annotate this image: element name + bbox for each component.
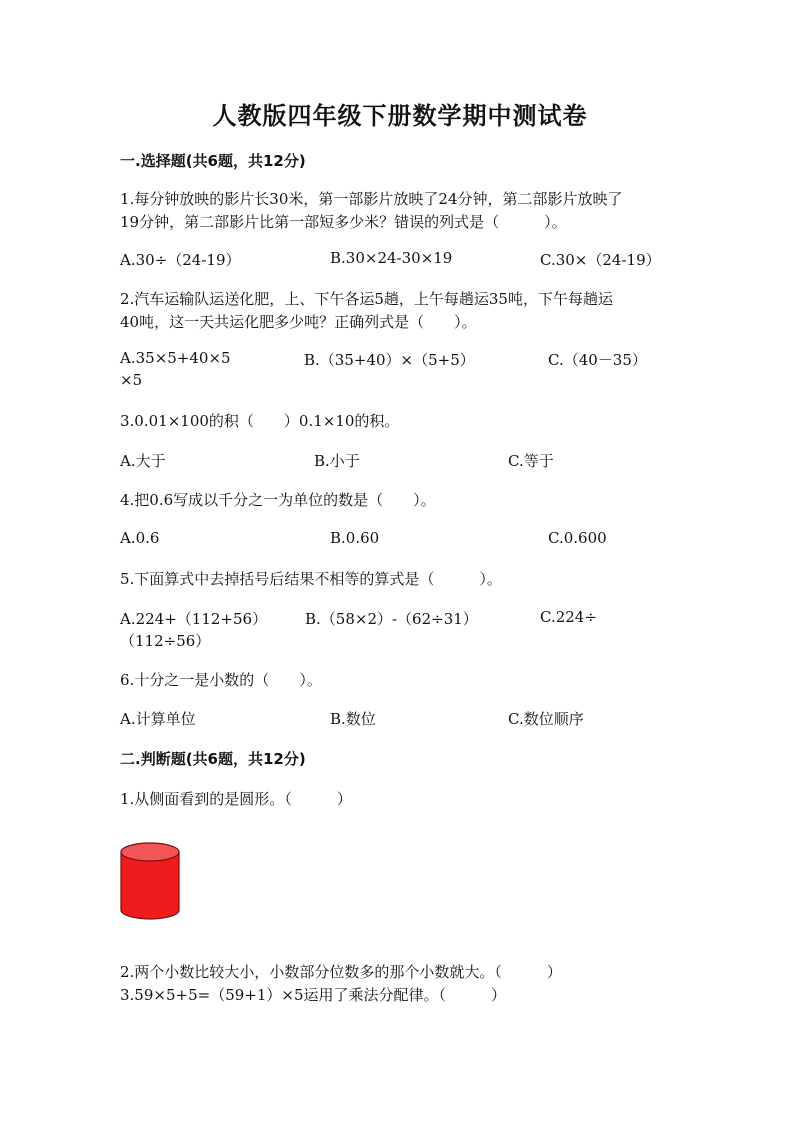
question-3-option-c: C.等于 [508, 452, 554, 470]
judgement-3: 3.59×5+5=（59+1）×5运用了乘法分配律。（ ） [120, 986, 507, 1004]
judgement-1: 1.从侧面看到的是圆形。（ ） [120, 790, 352, 808]
question-1-option-a: A.30÷（24-19） [120, 251, 241, 269]
question-6-option-a: A.计算单位 [120, 710, 196, 728]
question-1-line-1: 1.每分钟放映的影片长30米，第一部影片放映了24分钟，第二部影片放映了 [120, 190, 623, 208]
question-2-option-c-continued: ×5 [120, 371, 143, 389]
question-6-option-b: B.数位 [330, 710, 376, 728]
question-4-option-b: B.0.60 [330, 529, 380, 547]
question-3-option-b: B.小于 [314, 452, 360, 470]
question-2-line-2: 40吨，这一天共运化肥多少吨？正确列式是（ ）。 [120, 313, 477, 331]
question-5-option-c-continued: （112÷56） [120, 632, 211, 650]
question-4-line-1: 4.把0.6写成以千分之一为单位的数是（ ）。 [120, 491, 436, 509]
question-3-option-a: A.大于 [120, 452, 166, 470]
question-6-line-1: 6.十分之一是小数的（ ）。 [120, 671, 322, 689]
question-5-line-1: 5.下面算式中去掉括号后结果不相等的算式是（ ）。 [120, 570, 502, 588]
question-1-option-c: C.30×（24-19） [540, 251, 661, 269]
question-5-option-b: B.（58×2）-（62÷31） [305, 610, 478, 628]
red-cylinder-figure [118, 840, 182, 922]
judgement-2: 2.两个小数比较大小，小数部分位数多的那个小数就大。（ ） [120, 963, 562, 981]
question-4-option-a: A.0.6 [120, 529, 160, 547]
question-3-line-1: 3.0.01×100的积（ ）0.1×10的积。 [120, 412, 400, 430]
question-6-option-c: C.数位顺序 [508, 710, 584, 728]
question-5-option-a: A.224+（112+56） [120, 610, 268, 628]
page-title: 人教版四年级下册数学期中测试卷 [212, 102, 588, 130]
section-heading-choice: 一.选择题(共6题，共12分) [120, 152, 306, 170]
question-2-option-c: C.（40－35） [548, 351, 647, 369]
question-1-line-2: 19分钟，第二部影片比第一部短多少米？错误的列式是（ ）。 [120, 213, 567, 231]
section-heading-judgement: 二.判断题(共6题，共12分) [120, 750, 306, 768]
question-5-option-c: C.224÷ [540, 608, 597, 626]
question-2-option-a: A.35×5+40×5 [120, 349, 231, 367]
question-2-option-b: B.（35+40）×（5+5） [304, 351, 475, 369]
question-1-option-b: B.30×24-30×19 [330, 249, 453, 267]
question-4-option-c: C.0.600 [548, 529, 607, 547]
question-2-line-1: 2.汽车运输队运送化肥，上、下午各运5趟，上午每趟运35吨，下午每趟运 [120, 290, 613, 308]
